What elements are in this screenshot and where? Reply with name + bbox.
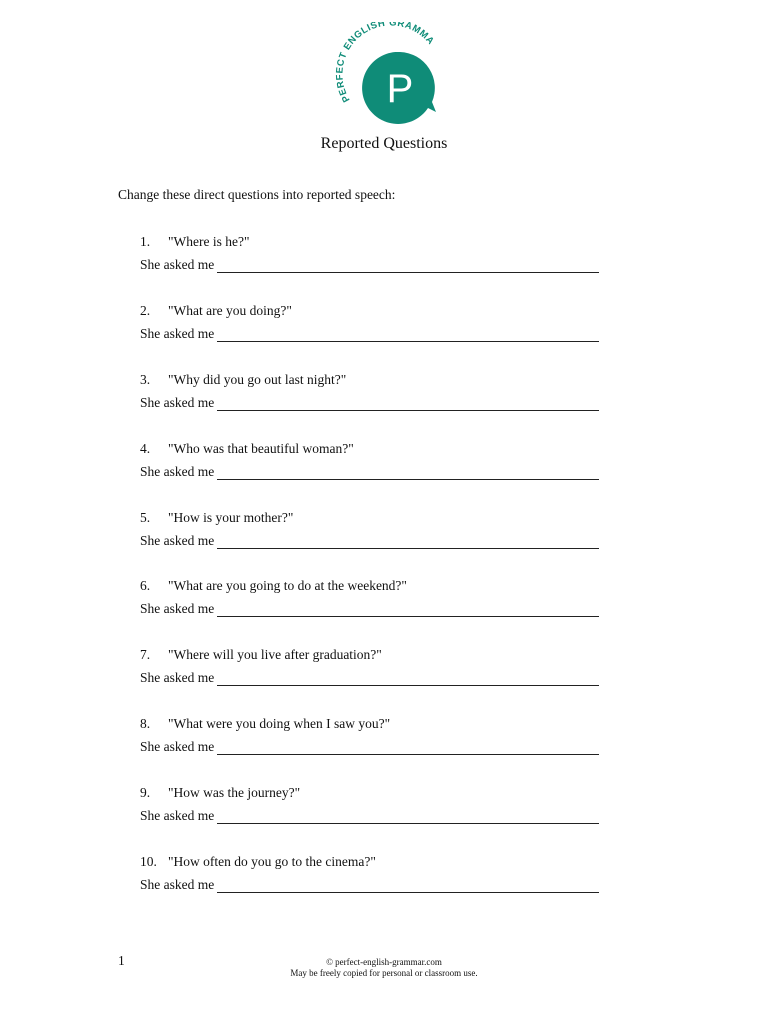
answer-prefix: She asked me [140,808,215,824]
page-title: Reported Questions [320,135,448,152]
question-item [140,715,610,784]
question-list [140,233,610,922]
question-number: 4. [140,440,151,456]
question-text: "Where is he?" [168,234,250,249]
question-number: 1. [140,234,151,249]
question-text: "How was the journey?" [168,785,301,801]
logo-brand-text: PERFECT ENGLISH GRAMMA [334,22,437,104]
speech-bubble-logo-icon [328,22,444,130]
question-item [140,302,610,371]
question-text: "What were you doing when I saw you?" [168,716,391,732]
question-number: 6. [140,578,151,594]
answer-line [140,394,610,411]
question-line [140,577,610,594]
answer-line [140,325,610,342]
answer-line [140,463,610,480]
answer-prefix: She asked me [140,394,215,410]
question-text: "Why did you go out last night?" [168,371,347,387]
answer-line [140,738,610,755]
question-number: 3. [140,371,151,387]
answer-line [140,876,610,893]
question-line [140,646,610,663]
answer-line [140,669,610,686]
question-line [140,371,610,388]
answer-blank[interactable] [217,810,599,824]
answer-prefix: She asked me [140,739,215,755]
answer-blank[interactable] [217,741,599,755]
question-number: 2. [140,302,151,318]
answer-prefix: She asked me [140,670,215,686]
question-text: "What are you doing?" [168,302,292,318]
answer-prefix: She asked me [140,601,215,617]
question-text: "How often do you go to the cinema?" [168,854,376,870]
question-item [140,233,610,302]
answer-blank[interactable] [217,603,599,617]
question-text: "Where will you live after graduation?" [168,647,382,663]
answer-blank[interactable] [217,672,599,686]
answer-prefix: She asked me [140,877,215,893]
answer-blank[interactable] [217,466,599,480]
page-number: 1 [118,953,125,968]
answer-blank[interactable] [217,397,599,411]
question-line [140,302,610,319]
brand-logo [328,22,444,130]
footer-copyright: © perfect-english-grammar.com [326,957,442,967]
question-line [140,715,610,732]
answer-line [140,532,610,549]
answer-line [140,256,610,273]
question-item [140,371,610,440]
question-line [140,233,610,250]
question-number: 9. [140,785,151,801]
question-item [140,646,610,715]
answer-prefix: She asked me [140,532,215,548]
answer-blank[interactable] [217,259,599,273]
answer-blank[interactable] [217,879,599,893]
question-item [140,784,610,853]
instructions: Change these direct questions into reported speech: [118,187,396,202]
question-text: "How is your mother?" [168,509,294,525]
question-item [140,853,610,922]
question-line [140,853,610,870]
question-number: 8. [140,716,151,732]
question-line [140,784,610,801]
question-number: 7. [140,647,151,663]
question-item [140,440,610,509]
answer-prefix: She asked me [140,463,215,479]
question-line [140,440,610,457]
footer [0,957,768,979]
question-number: 10. [140,854,157,870]
question-text: "What are you going to do at the weekend?" [168,578,407,594]
answer-blank[interactable] [217,535,599,549]
answer-prefix: She asked me [140,257,215,272]
question-line [140,509,610,526]
answer-blank[interactable] [217,328,599,342]
answer-prefix: She asked me [140,325,215,341]
footer-notice: May be freely copied for personal or classroom use. [290,968,478,978]
answer-line [140,600,610,617]
question-item [140,509,610,578]
question-item [140,577,610,646]
answer-line [140,807,610,824]
question-number: 5. [140,509,151,525]
question-text: "Who was that beautiful woman?" [168,440,354,456]
logo-letter: P [386,67,414,111]
